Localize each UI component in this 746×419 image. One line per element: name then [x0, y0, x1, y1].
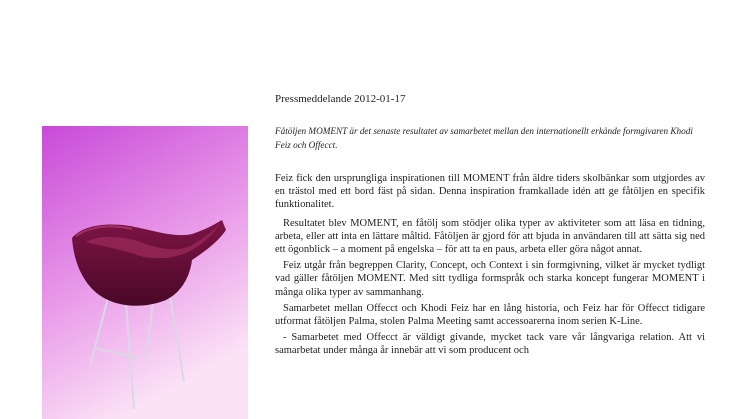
- intro-paragraph: Fåtöljen MOMENT är det senaste resultatet av samarbetet mellan den internationellt erkände formgivaren Khodi Feiz och Offecct.: [275, 126, 693, 150]
- article-body: [275, 172, 705, 361]
- press-release-heading: Pressmeddelande 2012-01-17: [275, 93, 406, 105]
- body-paragraph: Feiz fick den ursprungliga inspirationen till MOMENT från äldre tiders skolbänkar som utgjordes av en trästol med ett bord fäst på sidan. Denna inspiration framkallade idén att ge fåtöljen en specifik funktionalitet.: [275, 173, 705, 211]
- body-paragraph: - Samarbetet med Offecct är väldigt givande, mycket tack vare vår långvariga relation. Att vi samarbetat under många år innebär att vi som producent och: [275, 332, 705, 357]
- chair-illustration: [42, 126, 248, 419]
- product-photo: [42, 126, 248, 419]
- body-paragraph: Feiz utgår från begreppen Clarity, Concept, och Context i sin formgivning, vilket är mycket tydligt vad gäller fåtöljen MOMENT. Med sitt tydliga formspråk och starka koncept fungerar MOMENT i många olika typer av sammanhang.: [275, 260, 705, 298]
- body-paragraph: Resultatet blev MOMENT, en fåtölj som stödjer olika typer av aktiviteter som att läsa en tidning, arbeta, eller att inta en lättare måltid. Fåtöljen är gjord för att bjuda in användaren till att sätta sig ned ett ögonblick – a moment på engelska – för att ta en paus, arbeta eller göra något annat.: [275, 217, 705, 256]
- body-paragraph: Samarbetet mellan Offecct och Khodi Feiz har en lång historia, och Feiz har för Offecct tidigare utformat fåtöljen Palma, stolen Palma Meeting samt accessoarerna inom serien K-Line.: [275, 302, 705, 328]
